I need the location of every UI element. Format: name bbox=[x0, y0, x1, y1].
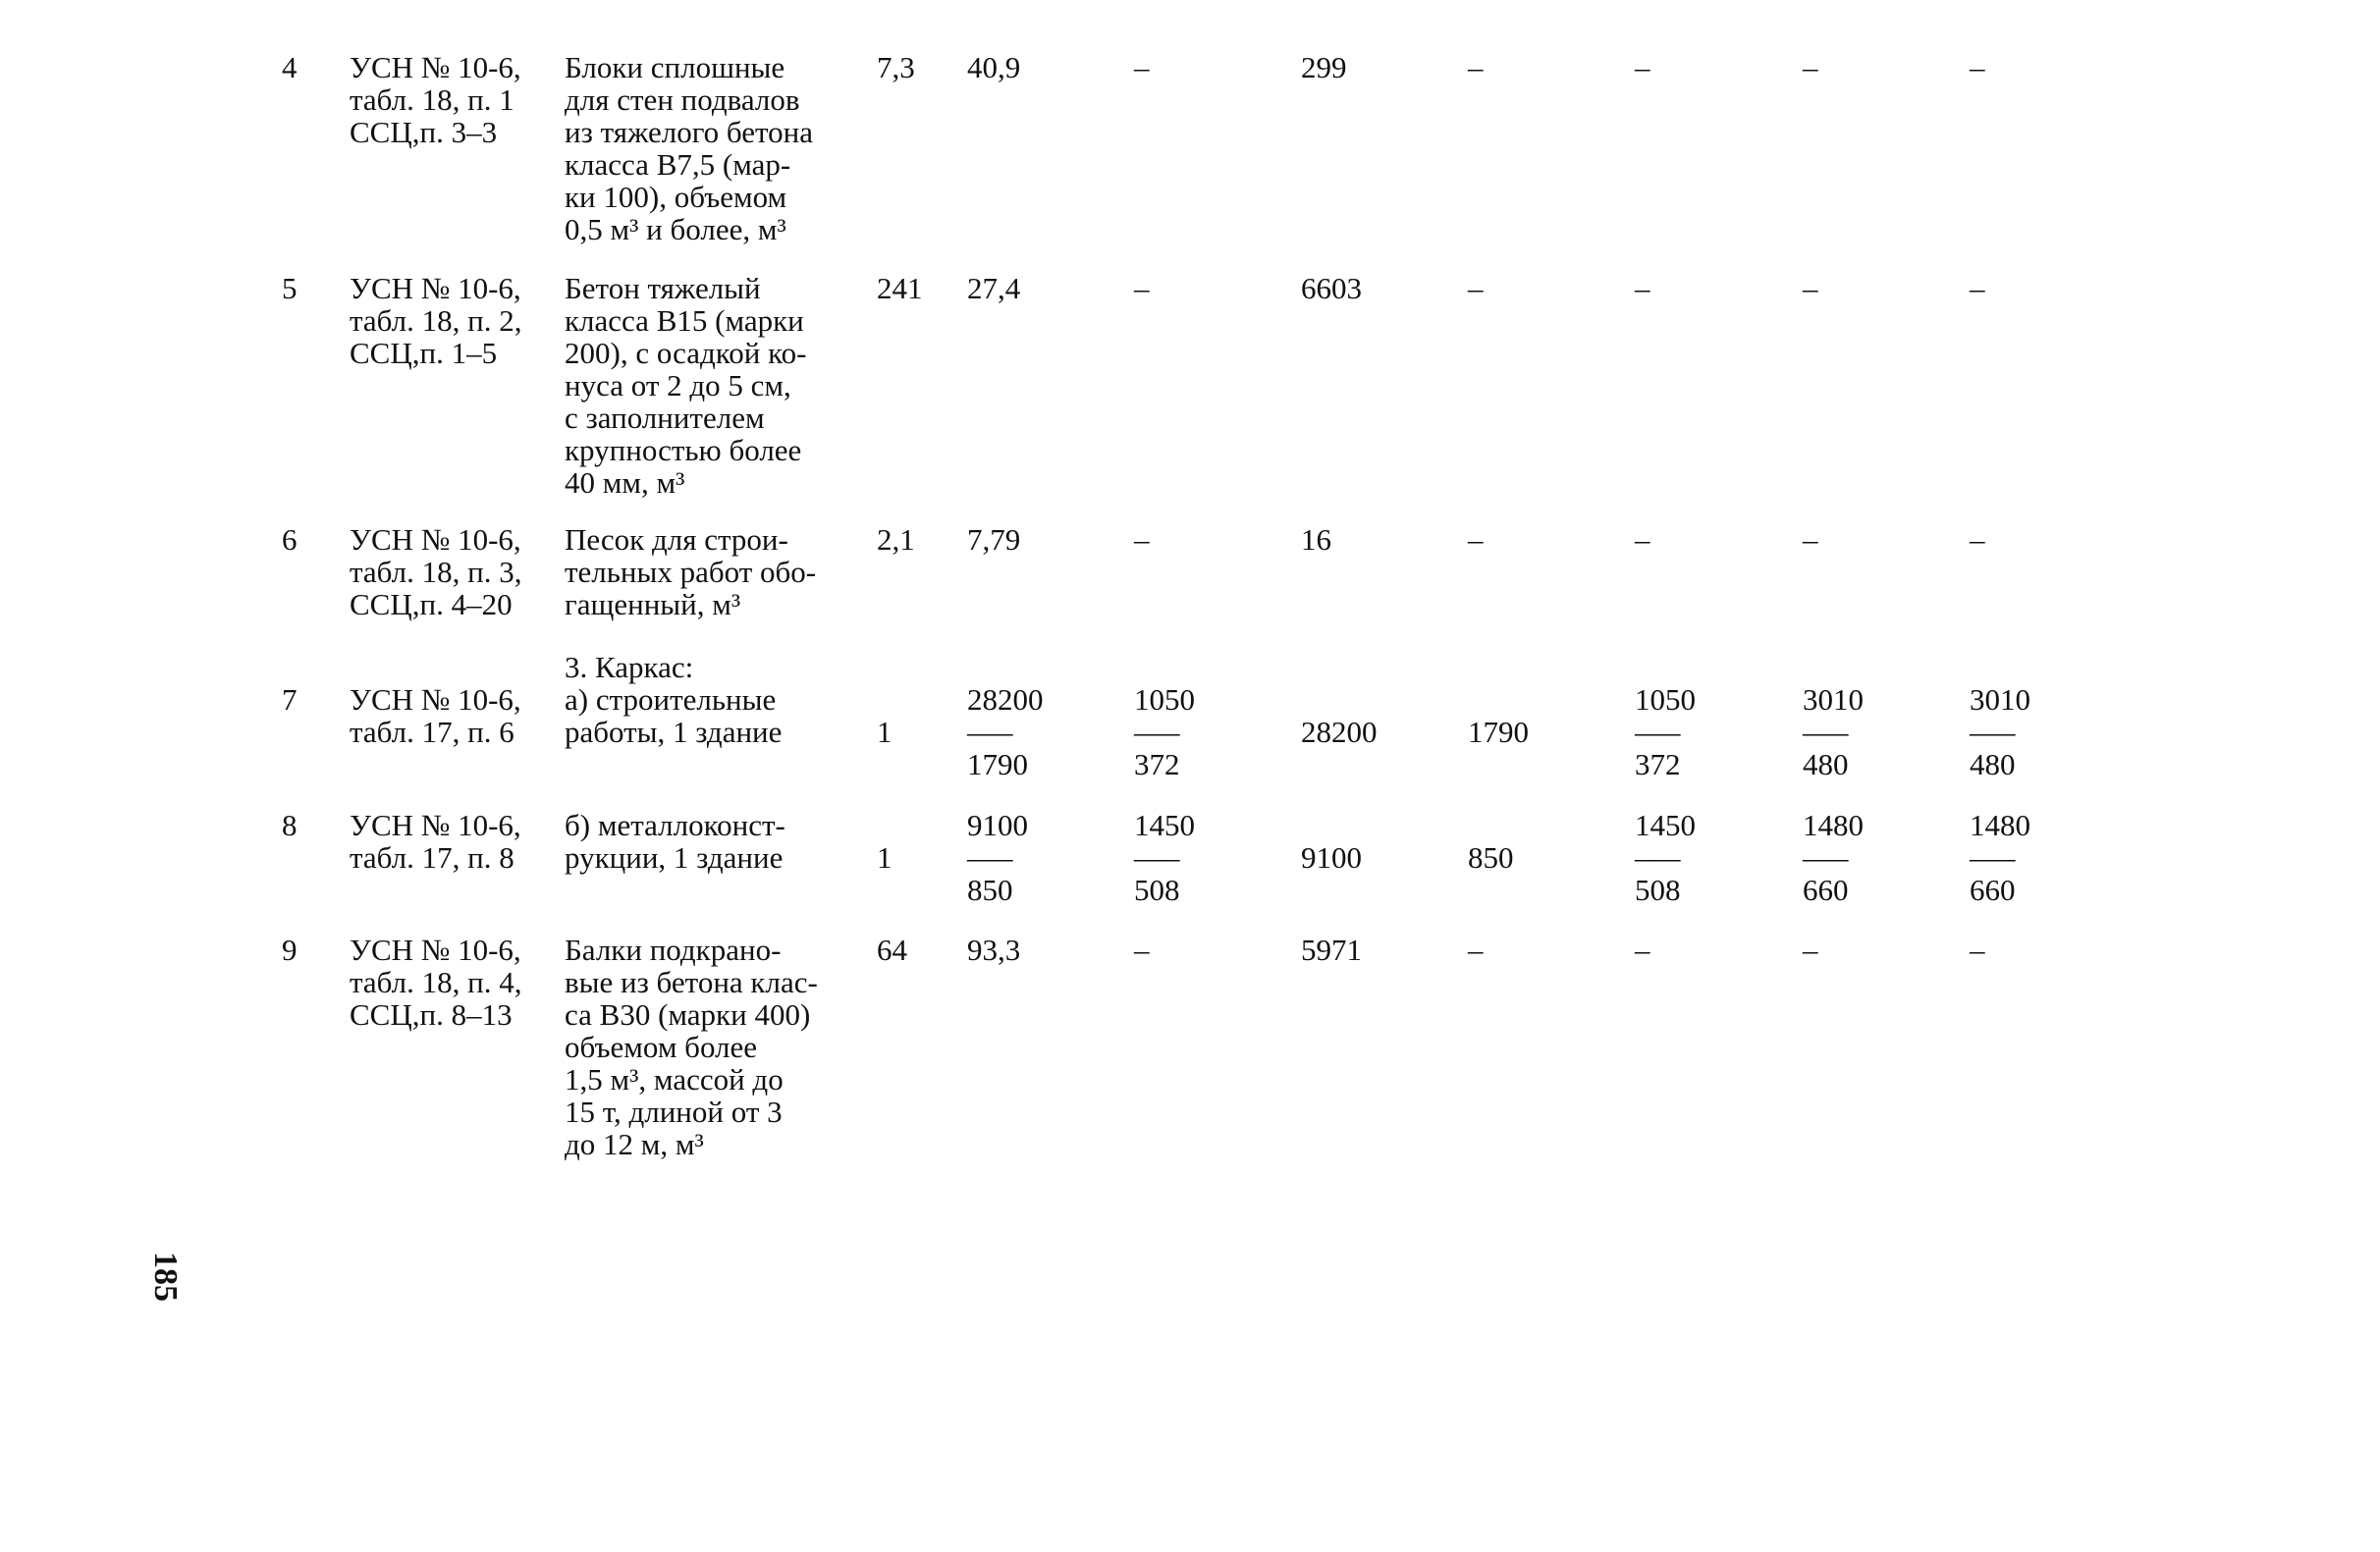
cell-f: – bbox=[1635, 50, 1650, 84]
cell-f: – bbox=[1635, 271, 1650, 305]
document-page: 4 УСН № 10-6, табл. 18, п. 1 ССЦ,п. 3–3 Блоки сплошные для стен подвалов из тяжелого бетона класса В7,5 (мар- ки 100), объемом 0,5 м³ и более, м³ 7,3 40,9 – 299 – – – – 5 УСН № 10-6, табл. 18, п. 2, ССЦ,п. 1–5 Бетон тяжелый класса В15 (марки 200), с осадкой ко- нуса от 2 до 5 см, с заполнителем крупностью более 40 мм, м³ 241 27,4 – 6603 – – – – 6 УСН № 10-6, табл. 18, п. 3, ССЦ,п. 4–20 Песок для строи- тельных работ обо- гащенный, м³ 2,1 7,79 – 16 – – – – 3. Каркас: 7 УСН № 10-6, табл. 17, п. 6 а) строительные работы, 1 здание 1 28200 ––– 1790 1050 ––– 372 28200 1790 1050 ––– 372 3010 ––– 480 3010 ––– 480 8 УСН № 10-6, табл. 17, п. 8 б) металлоконст- рукции, 1 здание 1 9100 ––– 850 1450 ––– 508 9100 850 1450 ––– 508 1480 ––– 660 1480 ––– 660 9 УСН № 10-6, табл. 18, п. 4, ССЦ,п. 8–13 Балки подкрано- вые из бетона клас- са В30 (марки 400) объемом более 1,5 м³, массой до 15 т, длиной от 3 до 12 м, м³ 64 93,3 – 5971 – – – – 185 bbox=[147, 50, 2030, 1302]
cell-e: – bbox=[1468, 933, 1484, 967]
row-number: 8 bbox=[282, 808, 298, 842]
cell-g: – bbox=[1803, 50, 1818, 84]
section-heading: 3. Каркас: bbox=[565, 650, 694, 684]
cell-d: 28200 bbox=[1301, 715, 1378, 749]
cell-d: 16 bbox=[1301, 522, 1331, 557]
row-number: 6 bbox=[282, 522, 298, 557]
row-number: 5 bbox=[282, 271, 298, 305]
cell-c: – bbox=[1134, 522, 1150, 557]
cell-c: – bbox=[1134, 271, 1150, 305]
cell-e: 850 bbox=[1468, 840, 1514, 875]
cell-e: – bbox=[1468, 522, 1484, 557]
row-number: 9 bbox=[282, 933, 298, 967]
cell-b: 93,3 bbox=[967, 933, 1021, 967]
cell-d: 5971 bbox=[1301, 933, 1362, 967]
cell-h: – bbox=[1970, 50, 1985, 84]
cell-g: – bbox=[1803, 933, 1818, 967]
cell-e: – bbox=[1468, 271, 1484, 305]
cell-h: – bbox=[1970, 271, 1985, 305]
row-number: 7 bbox=[282, 682, 298, 717]
row-number: 4 bbox=[282, 50, 298, 84]
page-number: 185 bbox=[147, 1252, 184, 1302]
cell-d: 299 bbox=[1301, 50, 1347, 84]
cell-f: – bbox=[1635, 522, 1650, 557]
cell-a: 1 bbox=[877, 840, 892, 875]
cell-d: 6603 bbox=[1301, 271, 1362, 305]
cell-a: 241 bbox=[877, 271, 923, 305]
cell-d: 9100 bbox=[1301, 840, 1362, 875]
cell-h: – bbox=[1970, 522, 1985, 557]
cell-f: – bbox=[1635, 933, 1650, 967]
cell-a: 64 bbox=[877, 933, 907, 967]
cell-c: – bbox=[1134, 50, 1150, 84]
cell-e: 1790 bbox=[1468, 715, 1529, 749]
cell-a: 1 bbox=[877, 715, 892, 749]
cell-b: 7,79 bbox=[967, 522, 1021, 557]
cell-g: – bbox=[1803, 271, 1818, 305]
cell-g: – bbox=[1803, 522, 1818, 557]
cell-b: 40,9 bbox=[967, 50, 1021, 84]
cell-a: 2,1 bbox=[877, 522, 915, 557]
cell-h: – bbox=[1970, 933, 1985, 967]
cell-c: – bbox=[1134, 933, 1150, 967]
cell-b: 27,4 bbox=[967, 271, 1021, 305]
cell-e: – bbox=[1468, 50, 1484, 84]
cell-a: 7,3 bbox=[877, 50, 915, 84]
